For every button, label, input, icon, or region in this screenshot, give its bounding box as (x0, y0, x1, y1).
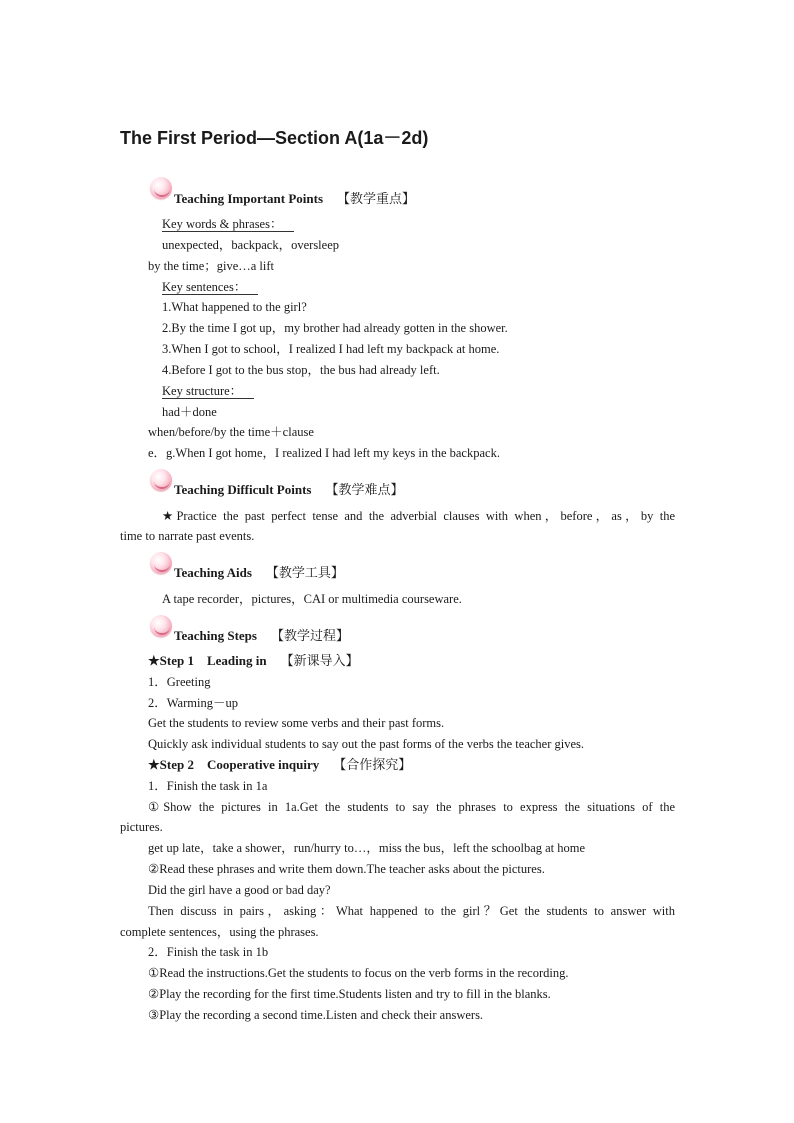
key-sentence-2: 2.By the time I got up，my brother had already gotten in the shower. (162, 321, 508, 335)
step-cn: 【新课导入】 (280, 654, 359, 669)
task2-line: ③Play the recording a second time.Listen and check their answers. (148, 1008, 484, 1022)
task2-line: ②Play the recording for the first time.Students listen and try to fill in the blanks. (148, 987, 551, 1001)
task1-title: 1．Finish the task in 1a (148, 779, 268, 793)
flower-bullet-icon (150, 469, 172, 491)
task1-line-c: ②Read these phrases and write them down.The teacher asks about the pictures. (148, 862, 545, 876)
task1-line-a1: ①Show the pictures in 1a.Get the students to say the phrases to express the situations of the (148, 800, 675, 814)
step-cn: 【合作探究】 (333, 758, 412, 773)
section-heading-important (174, 191, 415, 208)
heading-text: Teaching Aids (174, 565, 252, 580)
section-heading-aids (174, 565, 344, 582)
key-words-label (162, 216, 294, 232)
task1-line-e2: complete sentences，using the phrases. (120, 925, 319, 939)
task2-title: 2．Finish the task in 1b (148, 945, 269, 959)
section-heading-difficult (174, 482, 404, 499)
step1-line: 2．Warming－up (148, 696, 238, 710)
step1-line: Get the students to review some verbs and their past forms. (148, 716, 445, 730)
heading-cn: 【教学重点】 (337, 192, 416, 207)
key-sentence-1: 1.What happened to the girl? (162, 300, 307, 314)
step-label: ★Step 2 Cooperative inquiry (148, 757, 320, 772)
section-heading-steps (174, 628, 349, 645)
flower-bullet-icon (150, 552, 172, 574)
key-sentence-4: 4.Before I got to the bus stop，the bus had already left. (162, 363, 440, 377)
heading-text: Teaching Steps (174, 628, 257, 643)
task1-line-a2: pictures. (120, 820, 163, 834)
heading-text: Teaching Difficult Points (174, 482, 312, 497)
difficult-line-2: time to narrate past events. (120, 529, 255, 543)
key-words-line-2: by the time；give…a lift (148, 259, 275, 273)
key-structure-label-text: Key structure： (162, 384, 254, 399)
heading-text: Teaching Important Points (174, 191, 324, 206)
flower-bullet-icon (150, 177, 172, 199)
step1-line: Quickly ask individual students to say out the past forms of the verbs the teacher gives. (148, 737, 585, 751)
heading-cn: 【教学难点】 (325, 483, 404, 498)
task1-line-d: Did the girl have a good or bad day? (148, 883, 331, 897)
key-structure-1: had＋done (162, 405, 217, 419)
task2-line: ①Read the instructions.Get the students to focus on the verb forms in the recording. (148, 966, 569, 980)
step-1-heading (148, 653, 359, 670)
heading-cn: 【教学过程】 (270, 629, 349, 644)
key-sentence-3: 3.When I got to school，I realized I had left my backpack at home. (162, 342, 500, 356)
example-sentence: e．g.When I got home，I realized I had left my keys in the backpack. (148, 446, 500, 460)
step-label: ★Step 1 Leading in (148, 653, 267, 668)
step-2-heading (148, 757, 411, 774)
task1-line-b: get up late，take a shower，run/hurry to…，miss the bus，left the schoolbag at home (148, 841, 586, 855)
key-words-label-text: Key words & phrases： (162, 217, 294, 232)
key-structure-2: when/before/by the time＋clause (148, 425, 314, 439)
aids-line-1: A tape recorder，pictures，CAI or multimedia courseware. (162, 592, 462, 606)
key-sentences-label (162, 279, 258, 295)
difficult-line-1: ★Practice the past perfect tense and the adverbial clauses with when，before，as，by the (162, 509, 675, 523)
flower-bullet-icon (150, 615, 172, 637)
page-title: The First Period—Section A(1a－2d) (120, 128, 429, 148)
key-words-line-1: unexpected，backpack，oversleep (162, 238, 340, 252)
key-structure-label (162, 383, 254, 399)
key-sentences-label-text: Key sentences： (162, 280, 258, 295)
heading-cn: 【教学工具】 (265, 566, 344, 581)
task1-line-e1: Then discuss in pairs，asking：What happened to the girl？Get the students to answer with (148, 904, 675, 918)
step1-line: 1．Greeting (148, 675, 211, 689)
